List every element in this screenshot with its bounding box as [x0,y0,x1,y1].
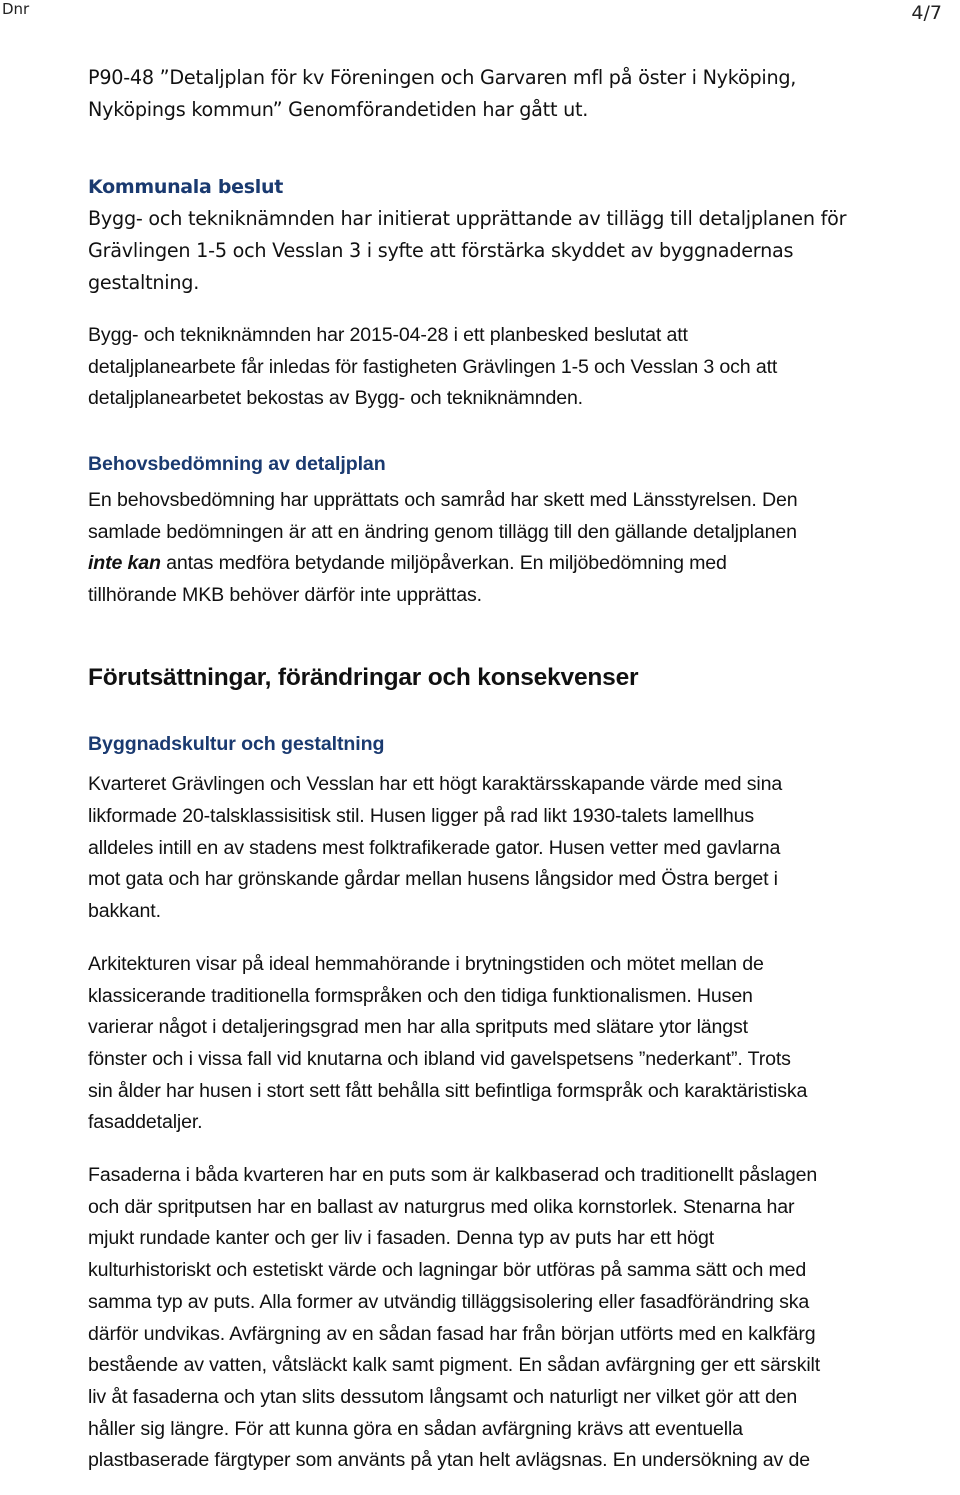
behovsbedomning-heading: Behovsbedömning av detaljplan [88,453,386,476]
text-line: Bygg- och tekniknämnden har 2015-04-28 i ett planbesked beslutat att [88,324,688,346]
kommunala-paragraph-1 [88,203,888,299]
text-line: tillhörande MKB behöver därför inte upprättas. [88,583,482,606]
text-line: Bygg- och tekniknämnden har initierat upprättande av tillägg till detaljplanen för [88,207,847,230]
behovsbedomning-paragraph [88,485,888,612]
byggnadskultur-paragraph-3 [88,1160,888,1477]
kommunala-beslut-heading: Kommunala beslut [88,176,283,198]
text-line: sin ålder har husen i stort sett fått behålla sitt befintliga formspråk och karaktäristiska [88,1079,808,1102]
text-line: alldeles intill en av stadens mest folktrafikerade gator. Husen vetter med gavlarna [88,836,781,859]
text-line: Nyköpings kommun” Genomförandetiden har gått ut. [88,98,589,121]
text-line: mjukt rundade kanter och ger liv i fasaden. Denna typ av puts har ett högt [88,1227,715,1250]
text-line: bestående av vatten, våtsläckt kalk samt pigment. En sådan avfärgning ger ett särskilt [88,1354,821,1377]
text-line: En behovsbedömning har upprättats och samråd har skett med Länsstyrelsen. Den [88,488,798,511]
text-line: liv åt fasaderna och ytan slits dessutom långsamt och naturligt ner vilket gör att den [88,1385,798,1408]
kommunala-paragraph-2 [88,320,888,415]
intro-paragraph [88,62,888,126]
text-line: kulturhistoriskt och estetiskt värde och lagningar bör utföras på samma sätt och med [88,1259,807,1282]
text-line: mot gata och har grönskande gårdar mellan husens långsidor med Östra berget i [88,868,778,891]
page-header-left: Dnr [2,0,30,18]
document-body [88,62,888,1477]
byggnadskultur-paragraph-1 [88,769,888,928]
page-number: 4/7 [911,2,942,24]
text-line [88,548,888,580]
text-line: Grävlingen 1-5 och Vesslan 3 i syfte att förstärka skyddet av byggnadernas [88,239,794,262]
text-line: samma typ av puts. Alla former av utvändig tilläggsisolering eller fasadförändring ska [88,1290,810,1313]
section-heading: Förutsättningar, förändringar och konsekvenser [88,663,639,691]
text-line: Fasaderna i båda kvarteren har en puts som är kalkbaserad och traditionellt påslagen [88,1164,818,1187]
text-segment: antas medföra betydande miljöpåverkan. En miljöbedömning med [160,552,727,575]
text-line: Kvarteret Grävlingen och Vesslan har ett högt karaktärsskapande värde med sina [88,773,783,796]
text-line: håller sig längre. För att kunna göra en sådan avfärgning krävs att eventuella [88,1417,743,1440]
text-line: detaljplanearbetet bekostas av Bygg- och tekniknämnden. [88,387,583,410]
text-line: P90-48 ”Detaljplan för kv Föreningen och Garvaren mfl på öster i Nyköping, [88,66,797,89]
text-line: bakkant. [88,900,161,923]
text-line: plastbaserade färgtyper som använts på ytan helt avlägsnas. En undersökning av de [88,1449,810,1472]
text-line: gestaltning. [88,271,200,294]
text-line: Arkitekturen visar på ideal hemmahörande i brytningstiden och mötet mellan de [88,952,764,975]
text-line: detaljplanearbete får inledas för fastigheten Grävlingen 1-5 och Vesslan 3 och att [88,355,778,378]
emphasis-text: inte kan [88,552,161,575]
text-line: fönster och i vissa fall vid knutarna och ibland vid gavelspetsens ”nederkant”. Trots [88,1047,791,1070]
byggnadskultur-heading: Byggnadskultur och gestaltning [88,732,385,755]
text-line: därför undvikas. Avfärgning av en sådan fasad har från början utförts med en kalkfärg [88,1322,816,1345]
text-line: och där spritputsen har en ballast av naturgrus med olika kornstorlek. Stenarna har [88,1195,795,1218]
text-line: varierar något i detaljeringsgrad men har alla spritputs med slätare ytor längst [88,1016,748,1039]
text-line: likformade 20-talsklassisitisk stil. Husen ligger på rad likt 1930-talets lamellhus [88,805,754,828]
text-line: samlade bedömningen är att en ändring genom tillägg till den gällande detaljplanen [88,520,797,543]
text-line: klassicerande traditionella formspråken och den tidiga funktionalismen. Husen [88,984,753,1007]
text-line: fasaddetaljer. [88,1111,203,1134]
byggnadskultur-paragraph-2 [88,949,888,1139]
